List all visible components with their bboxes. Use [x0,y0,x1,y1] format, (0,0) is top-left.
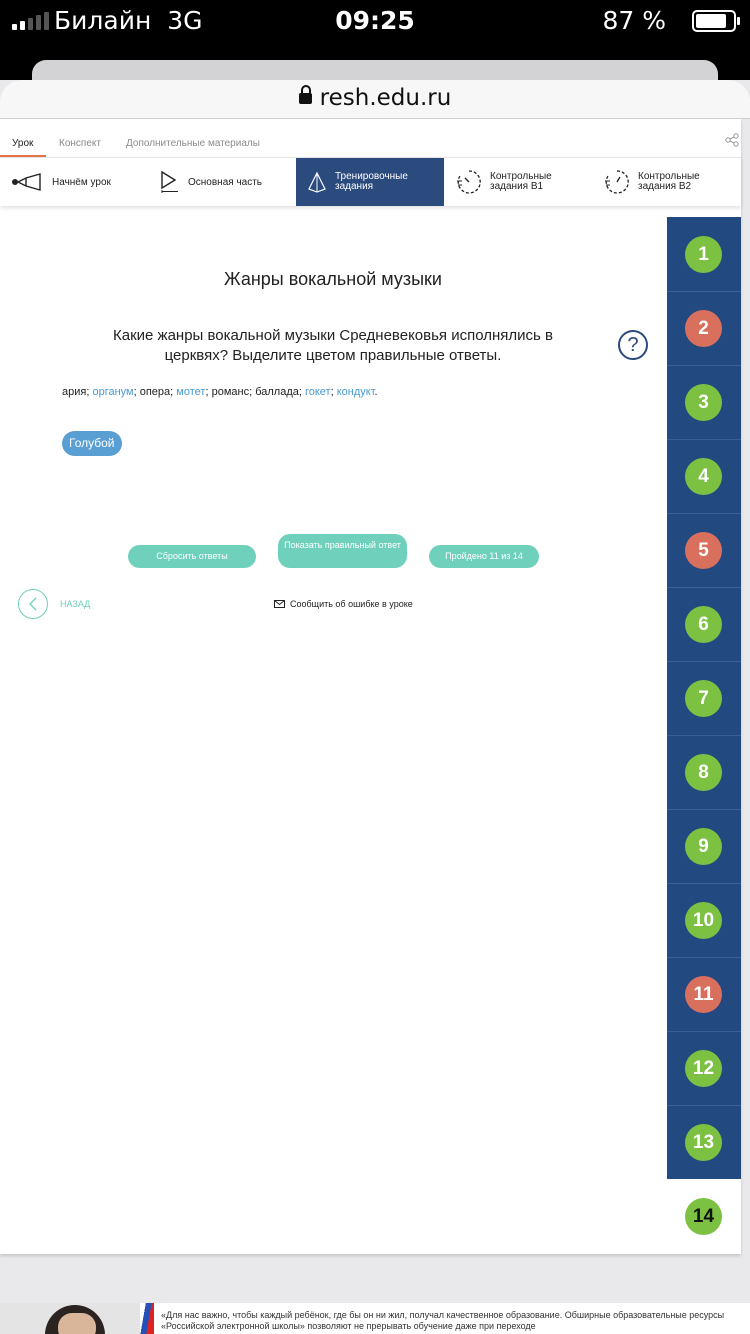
rail-divider [667,365,741,366]
color-option-blue[interactable]: Голубой [62,431,122,456]
task-number-badge: 13 [685,1124,722,1161]
lesson-tabs [0,133,741,155]
url-text: resh.edu.ru [319,85,452,111]
footer-banner [0,1303,750,1334]
task-rail-item[interactable] [667,291,741,365]
clock: 09:25 [335,6,415,35]
task-number-badge: 9 [685,828,722,865]
task-rail-item[interactable] [667,439,741,513]
person-photo [0,1303,140,1334]
timer-icon [604,169,630,195]
answer-word[interactable]: опера [139,386,171,398]
answer-word[interactable]: кондукт [336,386,375,398]
task-number-badge: 2 [685,310,722,347]
battery-icon [692,10,736,32]
task-title: Жанры вокальной музыки [224,269,442,289]
step-control-b2[interactable]: Контрольные задания В2 [604,158,740,206]
step-start[interactable]: Начнём урок [12,158,146,206]
rail-divider [667,587,741,588]
task-number-badge: 5 [685,532,722,569]
chevron-left-icon [18,589,48,619]
rail-divider [667,1105,741,1106]
rail-divider [667,291,741,292]
back-label: НАЗАД [60,599,91,609]
envelope-icon [274,600,285,608]
lesson-page [0,119,741,1254]
task-number-badge: 6 [685,606,722,643]
rail-divider [667,513,741,514]
answer-word[interactable]: органум [92,386,134,398]
task-number-badge: 12 [685,1050,722,1087]
step-training[interactable]: Тренировочные задания [296,158,444,206]
task-number-badge: 7 [685,680,722,717]
task-rail-item[interactable] [667,1105,741,1179]
reset-button[interactable]: Сбросить ответы [128,545,256,568]
carrier-label: Билайн 3G [54,6,203,35]
answer-word[interactable]: мотет [176,386,206,398]
task-rail-item[interactable] [667,661,741,735]
rail-divider [667,661,741,662]
task-number-badge: 14 [685,1198,722,1235]
task-rail-item[interactable] [667,809,741,883]
step-control-b1[interactable]: Контрольные задания В1 [456,158,596,206]
step-main-part[interactable]: Основная часть [158,158,296,206]
task-rail-item[interactable] [667,513,741,587]
answer-word[interactable]: ария [62,386,87,398]
battery-percent: 87 % [602,6,666,35]
progress-badge: Пройдено 11 из 14 [429,545,539,568]
task-rail-item[interactable] [667,1179,741,1253]
task-rail-item[interactable] [667,735,741,809]
answer-word[interactable]: романс [211,386,250,398]
task-number-badge: 4 [685,458,722,495]
task-number-badge: 10 [685,902,722,939]
tab-extra-materials[interactable]: Дополнительные материалы [126,138,260,149]
task-number-badge: 3 [685,384,722,421]
back-button[interactable] [18,589,90,619]
timer-icon [456,169,482,195]
rail-divider [667,1031,741,1032]
show-answer-button[interactable]: Показать правильный ответ [278,534,407,568]
word-list: ария; органум; опера; мотет; романс; баллада; гокет; кондукт. [62,386,378,398]
rail-divider [667,809,741,810]
task-rail-item[interactable] [667,957,741,1031]
task-rail [667,217,741,1227]
task-number-badge: 8 [685,754,722,791]
report-error-link[interactable]: Сообщить об ошибке в уроке [274,599,413,609]
task-number-badge: 1 [685,236,722,273]
rail-divider [667,957,741,958]
rail-divider [667,735,741,736]
task-question: Какие жанры вокальной музыки Средневековья исполнялись в церквях? Выделите цветом правильные ответы. [113,327,553,364]
share-icon[interactable] [725,133,739,147]
answer-word[interactable]: гокет [304,386,331,398]
flag-stripe [140,1303,154,1334]
banner-quote: «Для нас важно, чтобы каждый ребёнок, где бы он ни жил, получал качественное образование. Обширные образовательные ресурсы «Российской электронной школы» позволяют не прерывать обучение даже при переходе [161,1310,725,1331]
task-rail-item[interactable] [667,883,741,957]
task-rail-item[interactable] [667,1031,741,1105]
task-rail-item[interactable] [667,587,741,661]
answer-word[interactable]: баллада [255,386,299,398]
tab-lesson[interactable]: Урок [12,138,34,149]
help-icon[interactable]: ? [618,330,648,360]
megaphone-icon [12,172,44,192]
rail-divider [667,883,741,884]
play-icon [158,170,180,194]
task-number-badge: 11 [685,976,722,1013]
tab-summary[interactable]: Конспект [59,138,101,149]
lock-icon [299,93,312,104]
task-rail-item[interactable] [667,217,741,291]
url-bar[interactable] [0,80,750,119]
pyramid-icon [307,171,327,193]
rail-divider [667,439,741,440]
lesson-steps [0,157,741,206]
task-rail-item[interactable] [667,365,741,439]
